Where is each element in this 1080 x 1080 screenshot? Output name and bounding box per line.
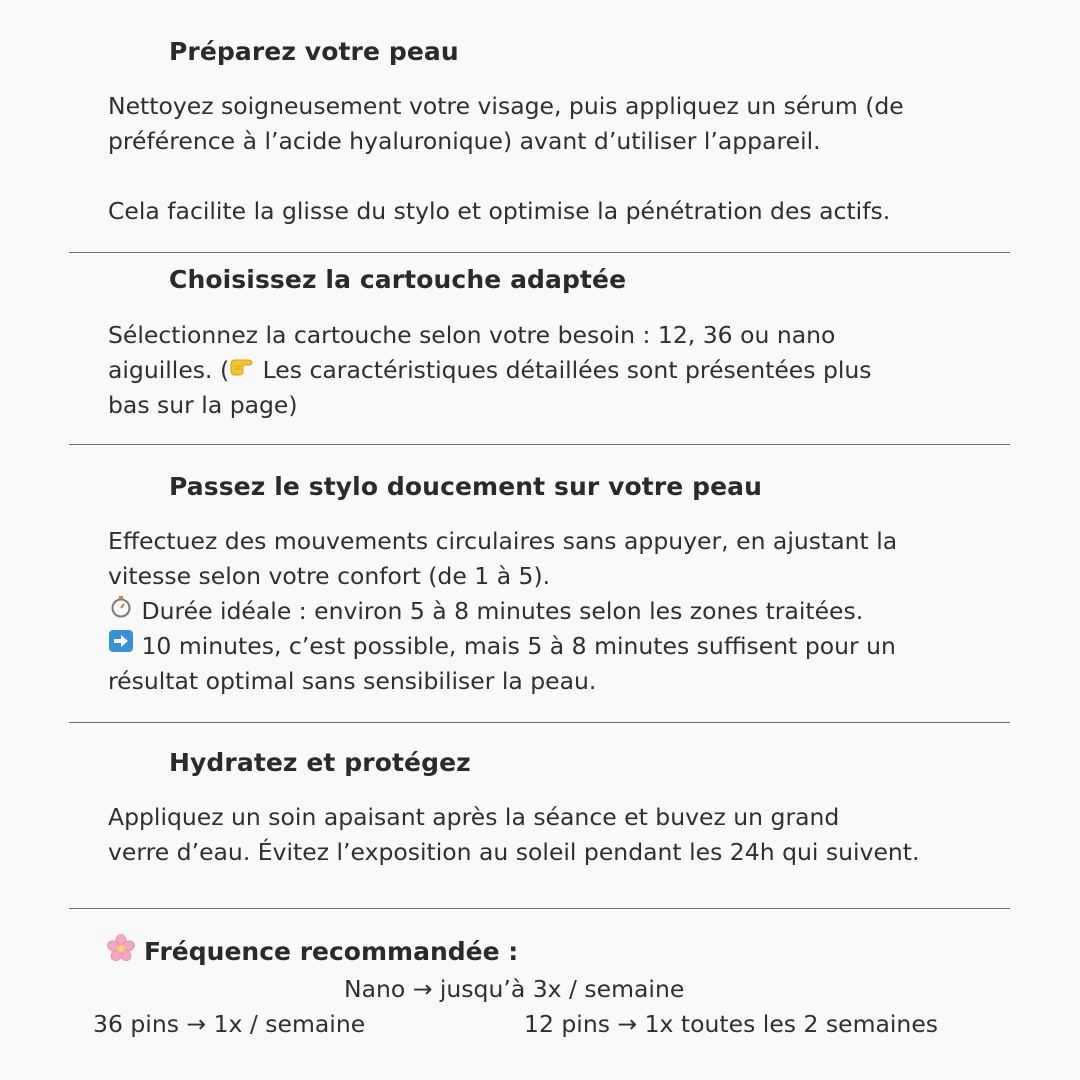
step-description [108,524,897,699]
divider [69,908,1010,909]
backhand-index-pointing-right-icon [229,352,255,387]
text-line [108,629,897,664]
step-description [108,89,904,229]
text-line [108,159,904,194]
step-description [108,800,919,870]
frequency-36-pins: 36 pins → 1x / semaine [93,1010,366,1038]
text-line [108,353,872,388]
frequency-title [106,933,518,969]
text-line: Cela facilite la glisse du stylo et optimise la pénétration des actifs. [108,197,891,225]
text-line: Appliquez un soin apaisant après la séance et buvez un grand [108,803,840,831]
text-fragment: 10 minutes, c’est possible, mais 5 à 8 minutes suffisent pour un [134,632,896,660]
divider [69,444,1010,445]
step-title: Préparez votre peau [169,37,459,66]
text-line: Sélectionnez la cartouche selon votre besoin : 12, 36 ou nano [108,321,836,349]
text-line: verre d’eau. Évitez l’exposition au soleil pendant les 24h qui suivent. [108,838,920,866]
frequency-12-pins: 12 pins → 1x toutes les 2 semaines [524,1010,939,1038]
text-fragment: Durée idéale : environ 5 à 8 minutes selon les zones traitées. [134,597,864,625]
step-title: Hydratez et protégez [169,748,471,777]
text-line: Effectuez des mouvements circulaires sans appuyer, en ajustant la [108,527,898,555]
text-line: vitesse selon votre confort (de 1 à 5). [108,562,551,590]
cherry-blossom-icon [106,933,136,969]
stopwatch-icon [108,593,134,628]
text-line [108,594,897,629]
right-arrow-button-icon [108,628,134,663]
text-line: bas sur la page) [108,391,298,419]
divider [69,252,1010,253]
text-line: Nettoyez soigneusement votre visage, puis appliquez un sérum (de [108,92,904,120]
text-line: préférence à l’acide hyaluronique) avant d’utiliser l’appareil. [108,127,821,155]
text-line: résultat optimal sans sensibiliser la peau. [108,667,597,695]
divider [69,722,1010,723]
text-fragment: aiguilles. ( [108,356,230,384]
step-description [108,318,872,423]
step-title: Choisissez la cartouche adaptée [169,265,627,294]
text-fragment: Les caractéristiques détaillées sont présentées plus [255,356,872,384]
frequency-title-text: Fréquence recommandée : [144,936,519,966]
step-title: Passez le stylo doucement sur votre peau [169,472,763,501]
frequency-nano: Nano → jusqu’à 3x / semaine [344,975,685,1003]
